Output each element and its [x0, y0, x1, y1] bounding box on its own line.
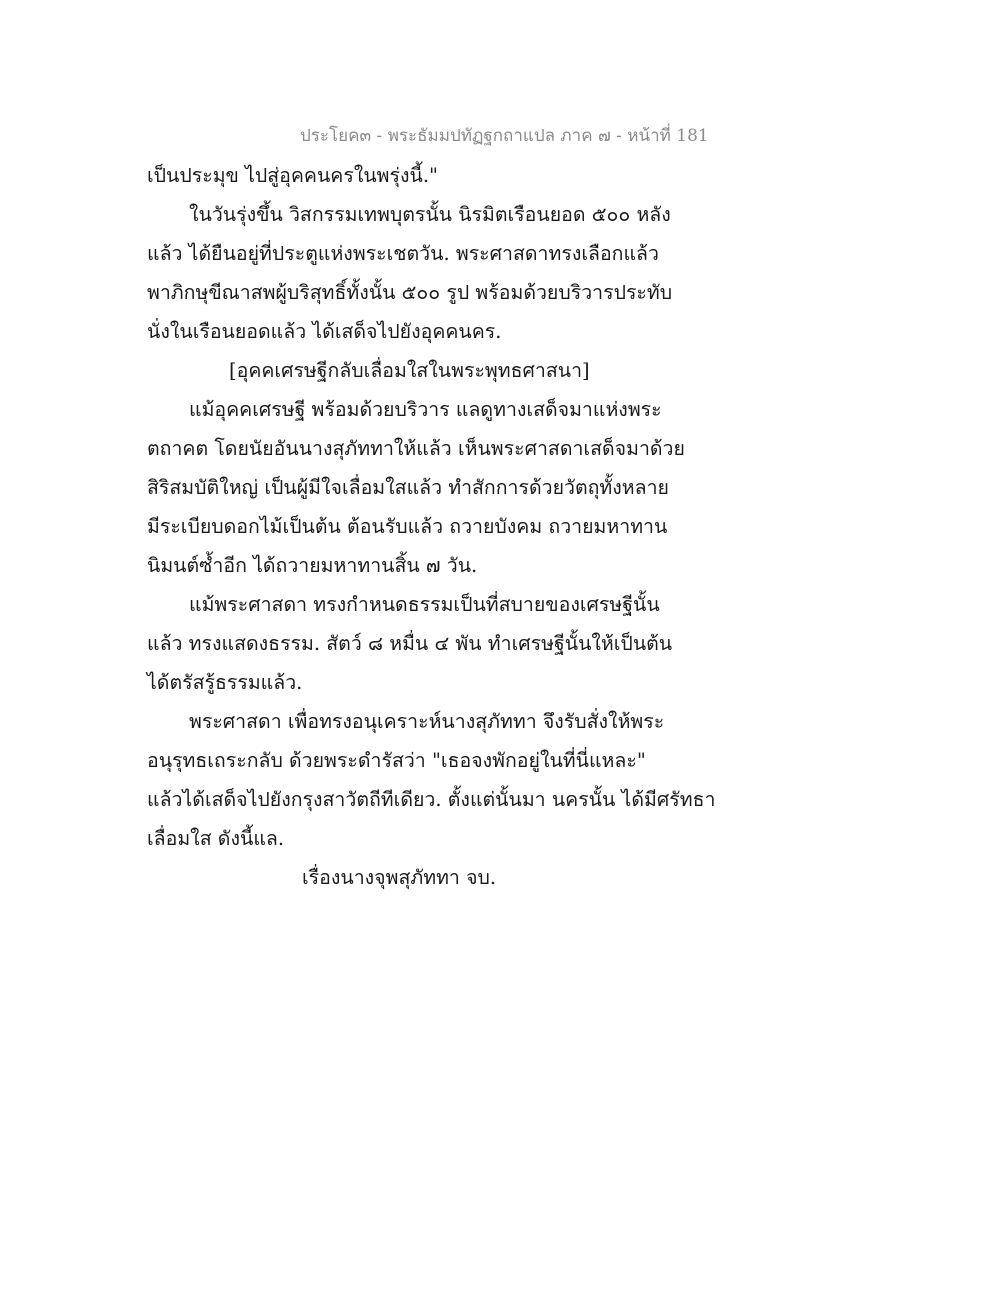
- paragraph-line: เป็นประมุข ไปสู่อุคคนครในพรุ่งนี้.": [147, 164, 439, 187]
- paragraph-line: แล้ว ได้ยืนอยู่ที่ประตูแห่งพระเชตวัน. พระศาสดาทรงเลือกแล้ว: [147, 242, 659, 265]
- paragraph-line: สิริสมบัติใหญ่ เป็นผู้มีใจเลื่อมใสแล้ว ทำสักการด้วยวัตถุทั้งหลาย: [147, 476, 669, 499]
- body-text: [147, 156, 716, 897]
- paragraph-line: ในวันรุ่งขึ้น วิสกรรมเทพบุตรนั้น นิรมิตเรือนยอด ๕๐๐ หลัง: [189, 203, 671, 226]
- story-end-line: เรื่องนางจุพสุภัททา จบ.: [302, 866, 497, 889]
- paragraph-line: แล้วได้เสด็จไปยังกรุงสาวัตถีทีเดียว. ตั้งแต่นั้นมา นครนั้น ได้มีศรัทธา: [147, 788, 716, 811]
- paragraph-line: แม้อุคคเศรษฐี พร้อมด้วยบริวาร แลดูทางเสด็จมาแห่งพระ: [189, 398, 662, 421]
- paragraph-line: ได้ตรัสรู้ธรรมแล้ว.: [147, 671, 303, 694]
- paragraph-line: มีระเบียบดอกไม้เป็นต้น ต้อนรับแล้ว ถวายบังคม ถวายมหาทาน: [147, 515, 668, 538]
- paragraph-line: ตถาคต โดยนัยอันนางสุภัททาให้แล้ว เห็นพระศาสดาเสด็จมาด้วย: [147, 437, 685, 460]
- section-heading: [อุคคเศรษฐีกลับเลื่อมใสในพระพุทธศาสนา]: [229, 359, 590, 382]
- paragraph-line: นิมนต์ซ้ำอีก ได้ถวายมหาทานสิ้น ๗ วัน.: [147, 554, 478, 577]
- paragraph-line: อนุรุทธเถระกลับ ด้วยพระดำรัสว่า "เธอจงพักอยู่ในที่นี่แหละ": [147, 749, 646, 772]
- paragraph-line: เลื่อมใส ดังนี้แล.: [147, 827, 285, 850]
- paragraph-line: พระศาสดา เพื่อทรงอนุเคราะห์นางสุภัททา จึงรับสั่งให้พระ: [189, 710, 665, 733]
- running-header: ประโยค๓ - พระธัมมปทัฏฐกถาแปล ภาค ๗ - หน้าที่ 181: [300, 126, 709, 146]
- paragraph-line: พาภิกษุขีณาสพผู้บริสุทธิ์ทั้งนั้น ๕๐๐ รูป พร้อมด้วยบริวารประทับ: [147, 281, 673, 304]
- paragraph-line: นั่งในเรือนยอดแล้ว ได้เสด็จไปยังอุคคนคร.: [147, 320, 502, 343]
- paragraph-line: แม้พระศาสดา ทรงกำหนดธรรมเป็นที่สบายของเศรษฐีนั้น: [189, 593, 660, 616]
- paragraph-line: แล้ว ทรงแสดงธรรม. สัตว์ ๘ หมื่น ๔ พัน ทำเศรษฐีนั้นให้เป็นต้น: [147, 632, 673, 655]
